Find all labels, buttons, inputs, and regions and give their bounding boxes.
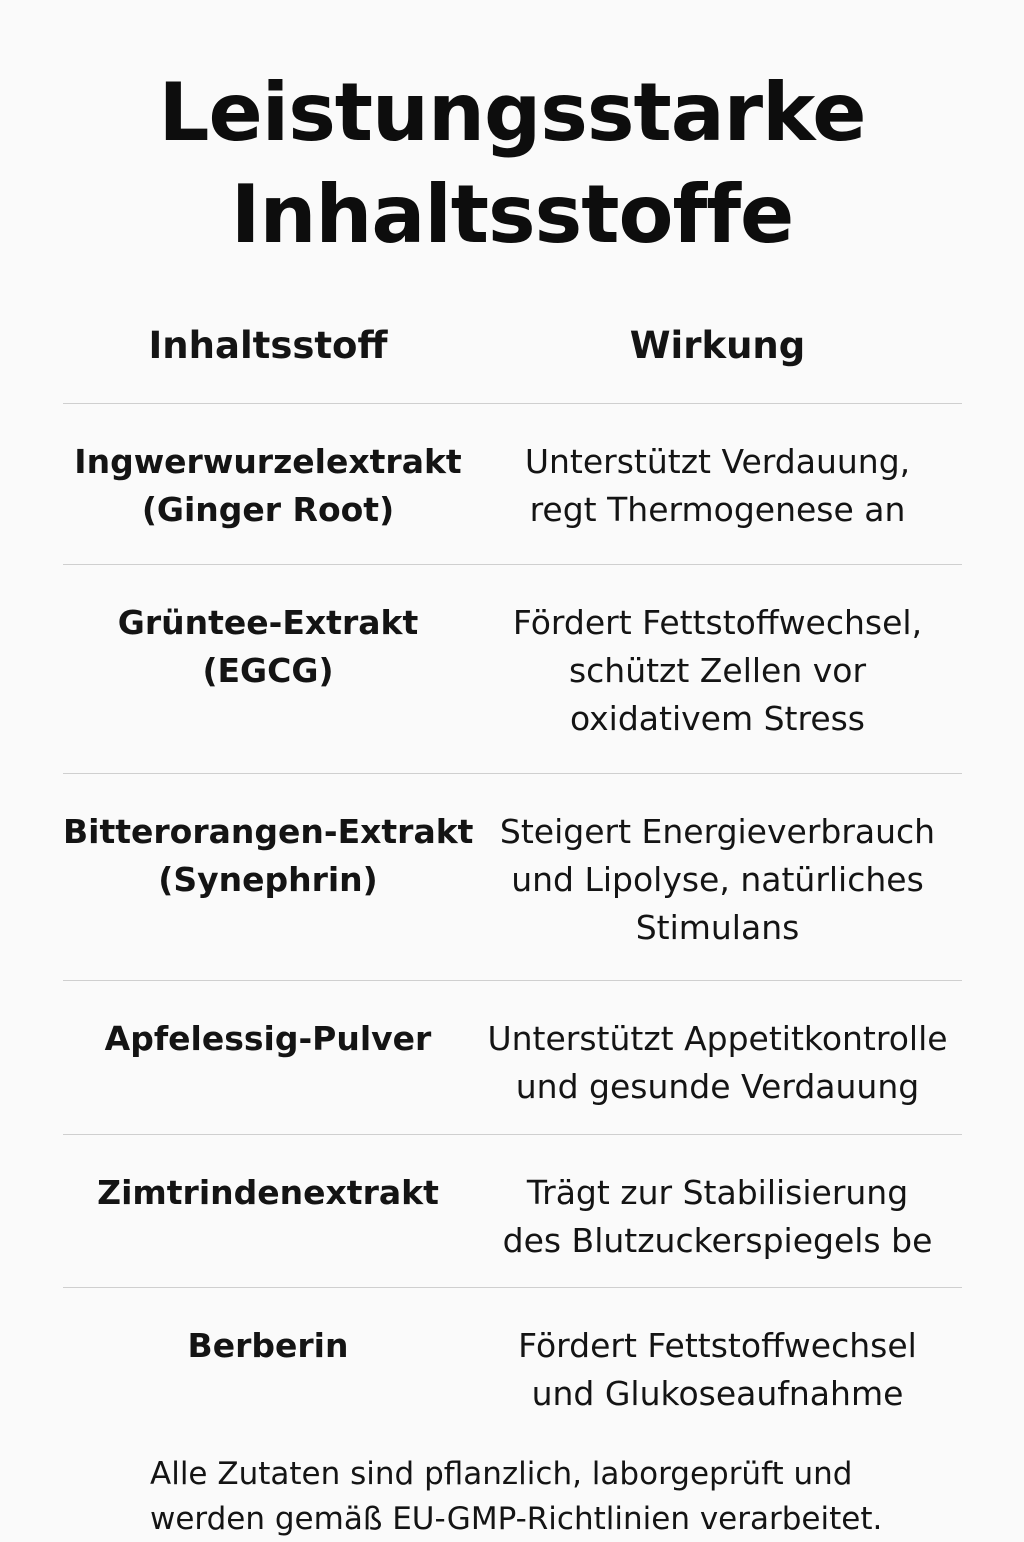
ingredient-name: [63, 565, 473, 695]
ingredient-name: [63, 774, 473, 904]
ingredients-table: [63, 300, 962, 1438]
ingredient-effect-line: und Glukoseaufnahme: [531, 1374, 904, 1413]
ingredient-name-line: Zimtrindenextrakt: [97, 1173, 439, 1212]
table-row: [63, 565, 962, 774]
ingredient-effect: [473, 981, 962, 1111]
ingredient-effect-line: oxidativem Stress: [569, 699, 866, 738]
ingredient-effect-line: Steigert Energieverbrauch: [499, 812, 936, 851]
ingredient-name-line: (EGCG): [202, 651, 334, 690]
column-header-effect: Wirkung: [629, 324, 806, 367]
ingredient-effect-line: Stimulans: [635, 908, 800, 947]
ingredient-effect-line: Trägt zur Stabilisierung: [526, 1173, 909, 1212]
page-title-line-1: Leistungsstarke: [158, 66, 866, 159]
ingredient-name: [63, 1135, 473, 1217]
page-title: [0, 62, 1024, 266]
ingredient-effect-line: und gesunde Verdauung: [515, 1067, 920, 1106]
table-header-row: [63, 300, 962, 404]
ingredient-effect: [473, 1135, 962, 1265]
ingredient-effect-line: schützt Zellen vor: [568, 651, 867, 690]
ingredient-effect-line: Unterstützt Verdauung,: [524, 442, 911, 481]
ingredient-effect-line: Unterstützt Appetitkontrolle: [487, 1019, 948, 1058]
ingredient-effect: [473, 774, 962, 952]
ingredient-name-line: (Ginger Root): [141, 490, 395, 529]
ingredient-name-line: Grüntee-Extrakt: [117, 603, 419, 642]
ingredient-name-line: (Synephrin): [158, 860, 378, 899]
ingredient-name: [63, 981, 473, 1063]
ingredient-name-line: Apfelessig-Pulver: [104, 1019, 432, 1058]
table-row: [63, 1135, 962, 1288]
table-row: [63, 774, 962, 981]
ingredient-effect: [473, 1288, 962, 1418]
ingredient-effect-line: des Blutzuckerspiegels be: [502, 1221, 933, 1260]
table-row: [63, 981, 962, 1135]
footer-note: [150, 1452, 910, 1542]
ingredient-effect-line: Fördert Fettstoffwechsel,: [512, 603, 923, 642]
page-title-line-2: Inhaltsstoffe: [230, 168, 794, 261]
column-header-ingredient: Inhaltsstoff: [148, 324, 388, 367]
ingredient-name: [63, 1288, 473, 1370]
ingredient-effect-line: Fördert Fettstoffwechsel: [518, 1326, 917, 1365]
ingredient-name-line: Berberin: [187, 1326, 349, 1365]
ingredient-name-line: Bitterorangen-Extrakt: [63, 812, 474, 851]
ingredient-effect: [473, 404, 962, 534]
table-row: [63, 1288, 962, 1438]
ingredient-effect-line: regt Thermogenese an: [529, 490, 906, 529]
ingredient-effect-line: und Lipolyse, natürliches: [511, 860, 924, 899]
table-row: [63, 404, 962, 565]
ingredient-effect: [473, 565, 962, 743]
ingredient-name-line: Ingwerwurzelextrakt: [74, 442, 462, 481]
footer-note-line-1: Alle Zutaten sind pflanzlich, laborgeprüft und: [150, 1456, 853, 1492]
ingredient-name: [63, 404, 473, 534]
footer-note-line-2: werden gemäß EU-GMP-Richtlinien verarbeitet.: [150, 1501, 883, 1537]
